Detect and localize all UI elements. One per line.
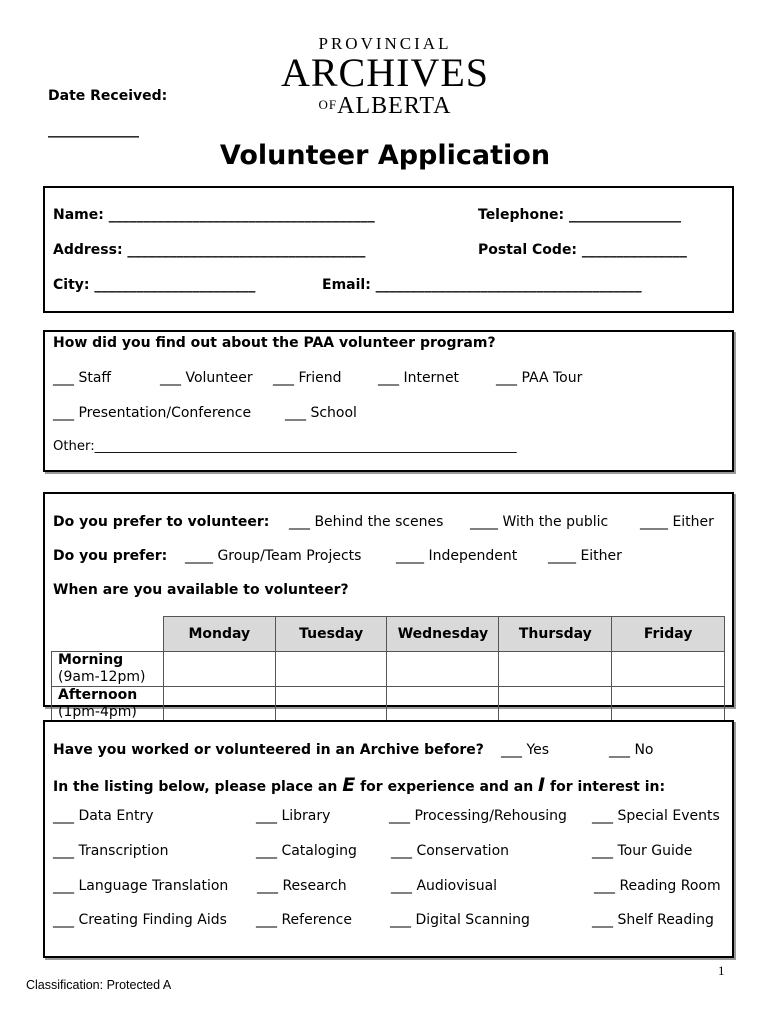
interest-reference[interactable]: ___ Reference [256,912,352,928]
cell-afternoon-friday[interactable] [612,687,725,722]
cell-morning-friday[interactable] [612,652,725,687]
referral-option-friend[interactable]: ___ Friend [273,370,342,386]
availability-table [51,616,725,722]
cell-morning-thursday[interactable] [499,652,612,687]
day-header-friday: Friday [612,617,725,652]
instr-e: E [342,774,356,796]
afternoon-hours: (1pm-4pm) [58,704,137,720]
interest-shelf-reading[interactable]: ___ Shelf Reading [592,912,714,928]
classification-label: Classification: Protected A [26,978,172,992]
day-header-monday: Monday [163,617,275,652]
interest-creating-finding-aids[interactable]: ___ Creating Finding Aids [53,912,227,928]
interest-conservation[interactable]: ___ Conservation [391,843,510,859]
interest-data-entry[interactable]: ___ Data Entry [53,808,154,824]
logo-line3-wrap [280,92,490,119]
postal-code-field[interactable]: Postal Code: _______________ [478,242,687,258]
city-field[interactable]: City: _______________________ [53,277,256,293]
logo-line3: ALBERTA [337,93,452,119]
referral-other-field[interactable]: Other:________________________________________________________________ [53,439,517,454]
morning-hours: (9am-12pm) [58,669,146,685]
cell-afternoon-wednesday[interactable] [387,687,499,722]
cell-afternoon-tuesday[interactable] [275,687,387,722]
archive-experience-question: Have you worked or volunteered in an Archive before? [53,742,484,758]
referral-option-school[interactable]: ___ School [285,405,357,421]
name-field[interactable]: Name: ______________________________________ [53,207,375,223]
archives-logo [280,34,490,119]
day-header-tuesday: Tuesday [275,617,387,652]
experience-section [43,720,734,958]
logo-line1: PROVINCIAL [318,34,452,53]
table-row-afternoon [52,687,725,722]
option-with-public[interactable]: ____ With the public [470,514,609,530]
cell-afternoon-monday[interactable] [163,687,275,722]
page-number: 1 [718,963,725,978]
instr-part-c: for interest in: [545,779,666,795]
interest-reading-room[interactable]: ___ Reading Room [594,878,721,894]
interest-processing-rehousing[interactable]: ___ Processing/Rehousing [389,808,567,824]
logo-line2: ARCHIVES [280,50,490,95]
instr-part-a: In the listing below, please place an [53,779,343,795]
availability-label: When are you available to volunteer? [53,582,349,598]
cell-morning-tuesday[interactable] [275,652,387,687]
afternoon-label: Afternoon [58,687,138,703]
interest-tour-guide[interactable]: ___ Tour Guide [592,843,693,859]
interest-digital-scanning[interactable]: ___ Digital Scanning [390,912,530,928]
cell-morning-monday[interactable] [163,652,275,687]
page-title: Volunteer Application [219,140,551,171]
interest-language-translation[interactable]: ___ Language Translation [53,878,229,894]
interest-research[interactable]: ___ Research [257,878,347,894]
date-received-line[interactable]: _____________ [48,122,139,138]
email-field[interactable]: Email: ______________________________________ [322,277,642,293]
prefer-work-label: Do you prefer: [53,548,168,564]
referral-option-volunteer[interactable]: ___ Volunteer [160,370,253,386]
referral-option-internet[interactable]: ___ Internet [378,370,460,386]
option-group-team[interactable]: ____ Group/Team Projects [185,548,362,564]
cell-morning-wednesday[interactable] [387,652,499,687]
prefer-volunteer-label: Do you prefer to volunteer: [53,514,270,530]
interest-special-events[interactable]: ___ Special Events [592,808,720,824]
interest-cataloging[interactable]: ___ Cataloging [256,843,357,859]
row-label-afternoon [52,687,164,722]
referral-option-presentation[interactable]: ___ Presentation/Conference [53,405,252,421]
date-received-label: Date Received: [48,88,168,104]
day-header-wednesday: Wednesday [387,617,499,652]
option-independent[interactable]: ____ Independent [396,548,518,564]
referral-section [43,330,734,472]
interest-library[interactable]: ___ Library [256,808,331,824]
preferences-section [43,492,734,720]
morning-label: Morning [58,652,124,668]
table-row-morning [52,652,725,687]
cell-afternoon-thursday[interactable] [499,687,612,722]
interest-audiovisual[interactable]: ___ Audiovisual [391,878,498,894]
telephone-field[interactable]: Telephone: ________________ [478,207,682,223]
referral-question: How did you find out about the PAA volunteer program? [53,335,496,351]
instr-part-b: for experience and an [355,779,539,795]
address-field[interactable]: Address: __________________________________ [53,242,366,258]
day-header-thursday: Thursday [499,617,612,652]
option-behind-scenes[interactable]: ___ Behind the scenes [289,514,444,530]
option-either-2[interactable]: ____ Either [548,548,622,564]
option-either-1[interactable]: ____ Either [640,514,714,530]
contact-section [43,186,734,313]
table-corner [52,617,164,652]
listing-instruction [53,774,665,796]
row-label-morning [52,652,164,687]
instr-i: I [538,774,546,796]
option-no[interactable]: ___ No [609,742,654,758]
option-yes[interactable]: ___ Yes [501,742,550,758]
referral-option-staff[interactable]: ___ Staff [53,370,112,386]
logo-line3-prefix: OF [318,97,338,112]
interest-transcription[interactable]: ___ Transcription [53,843,169,859]
referral-option-paa-tour[interactable]: ___ PAA Tour [496,370,583,386]
